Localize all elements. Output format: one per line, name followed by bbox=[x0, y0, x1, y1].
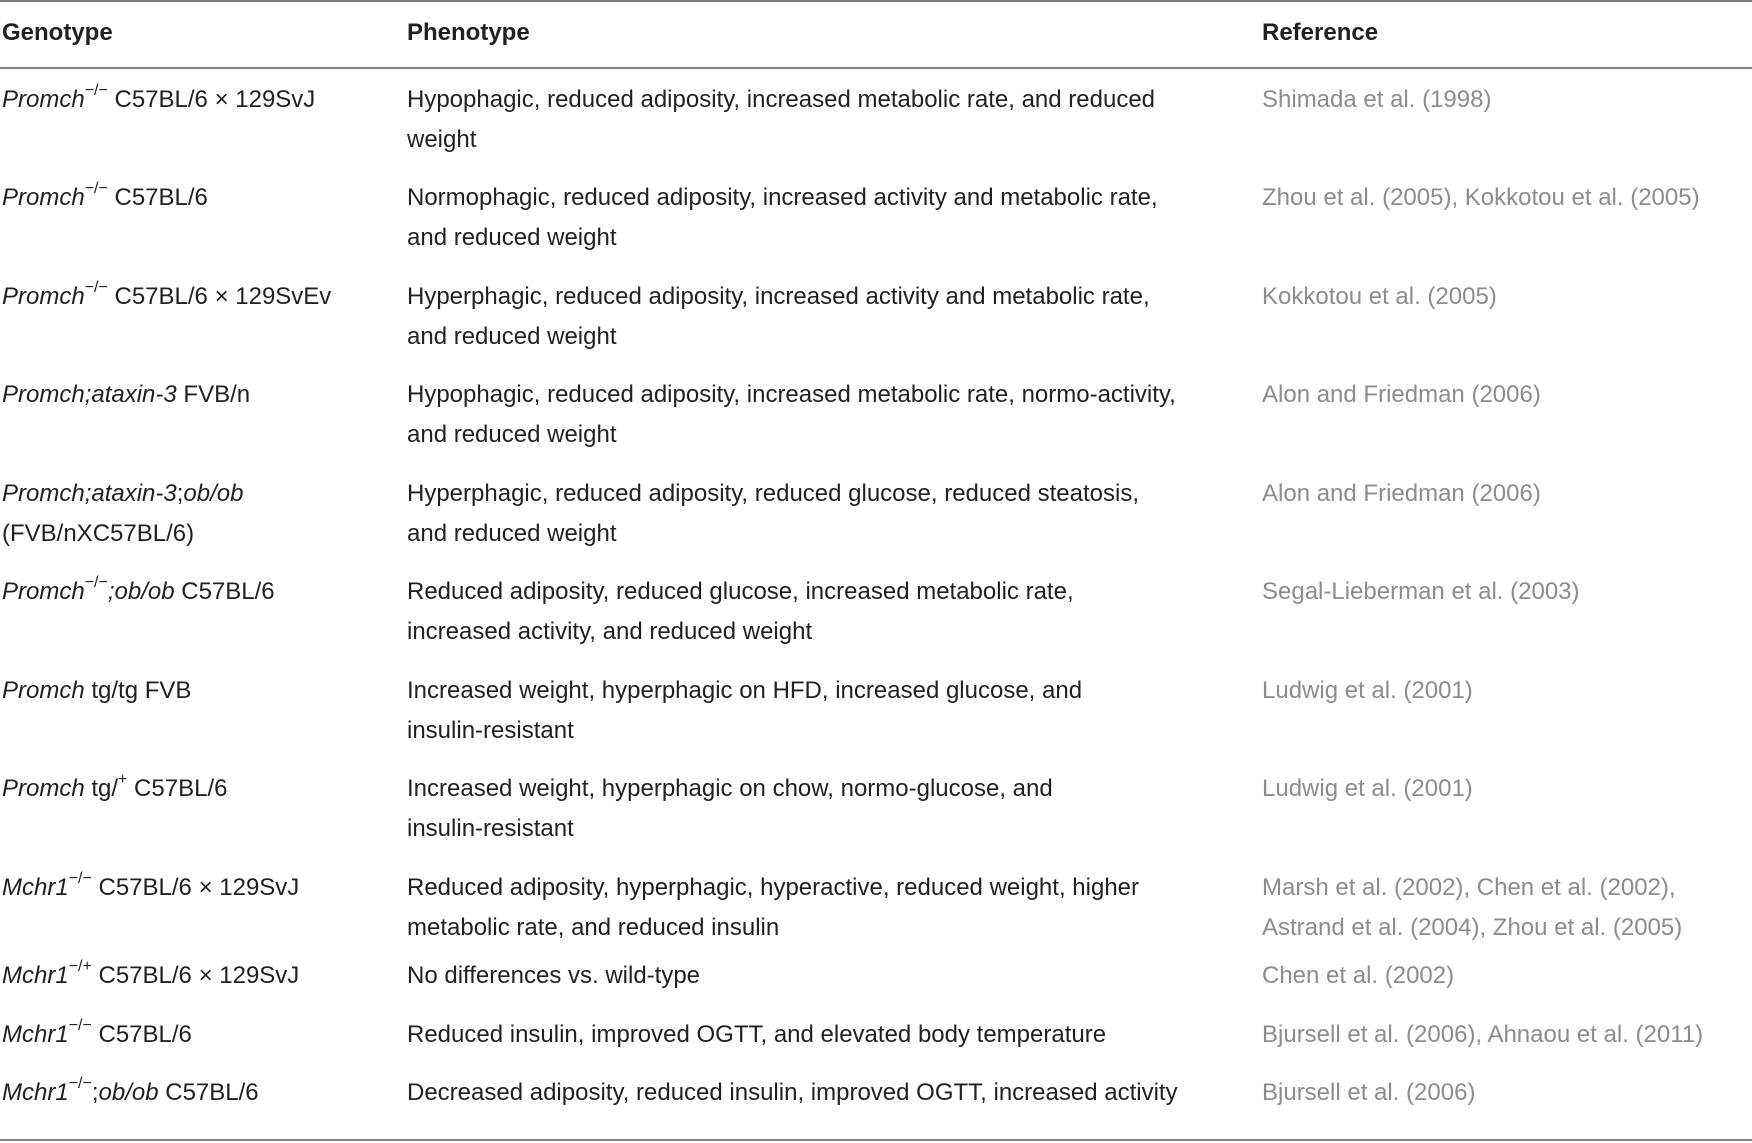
phenotype-cell bbox=[407, 277, 1150, 357]
genotype-cell bbox=[2, 80, 315, 120]
genotype-italic: Mchr1 bbox=[2, 874, 69, 901]
genotype-superscript: −/− bbox=[84, 180, 108, 197]
genotype-italic: Mchr1 bbox=[2, 1079, 69, 1106]
phenotype-line: metabolic rate, and reduced insulin bbox=[407, 914, 780, 941]
phenotype-line: Decreased adiposity, reduced insulin, improved OGTT, increased activity bbox=[407, 1079, 1178, 1106]
genotype-cell bbox=[2, 956, 299, 996]
genotype-text: C57BL/6 × 129SvJ bbox=[91, 874, 300, 901]
genotype-line bbox=[2, 956, 299, 996]
genotype-text: FVB/n bbox=[176, 381, 251, 408]
phenotype-cell bbox=[407, 474, 1139, 554]
phenotype-cell bbox=[407, 375, 1176, 455]
phenotype-line: Reduced adiposity, reduced glucose, increased metabolic rate, bbox=[407, 578, 1074, 605]
genotype-cell bbox=[2, 671, 191, 711]
reference-line: Shimada et al. (1998) bbox=[1262, 86, 1492, 113]
phenotype-line: and reduced weight bbox=[407, 323, 617, 350]
genotype-italic: Mchr1 bbox=[2, 1021, 69, 1048]
genotype-italic: Promch bbox=[2, 86, 85, 113]
genotype-italic: ;ob/ob bbox=[107, 578, 175, 605]
reference-line: Bjursell et al. (2006) bbox=[1262, 1079, 1476, 1106]
phenotype-line: Reduced insulin, improved OGTT, and elevated body temperature bbox=[407, 1021, 1107, 1048]
genotype-text: (FVB/nXC57BL/6) bbox=[2, 520, 195, 547]
phenotype-cell bbox=[407, 80, 1155, 160]
genotype-text: C57BL/6 × 129SvJ bbox=[91, 962, 300, 989]
genotype-text: ; bbox=[91, 1079, 99, 1106]
genotype-cell bbox=[2, 474, 243, 554]
reference-cell bbox=[1262, 80, 1491, 120]
genotype-text: C57BL/6 bbox=[127, 775, 228, 802]
genotype-cell bbox=[2, 178, 208, 218]
genotype-text: C57BL/6 bbox=[158, 1079, 259, 1106]
reference-line: Astrand et al. (2004), Zhou et al. (2005) bbox=[1262, 914, 1683, 941]
header-genotype: Genotype bbox=[2, 19, 113, 46]
genotype-text: C57BL/6 × 129SvJ bbox=[107, 86, 316, 113]
phenotype-line: and reduced weight bbox=[407, 224, 617, 251]
genotype-text: C57BL/6 bbox=[107, 184, 208, 211]
phenotype-line: No differences vs. wild-type bbox=[407, 962, 701, 989]
phenotype-cell bbox=[407, 956, 700, 996]
genotype-italic: Mchr1 bbox=[2, 962, 69, 989]
genotype-line bbox=[2, 375, 250, 415]
genotype-line bbox=[2, 1015, 192, 1055]
genotype-superscript: −/− bbox=[68, 1017, 92, 1034]
phenotype-cell bbox=[407, 178, 1158, 258]
genotype-line bbox=[2, 1073, 259, 1113]
phenotype-line: Reduced adiposity, hyperphagic, hyperactive, reduced weight, higher bbox=[407, 874, 1139, 901]
genotype-superscript: −/− bbox=[84, 279, 108, 296]
header-phenotype: Phenotype bbox=[407, 19, 530, 46]
phenotype-cell bbox=[407, 769, 1053, 849]
phenotype-cell bbox=[407, 671, 1082, 751]
phenotype-line: weight bbox=[407, 126, 477, 153]
genotype-superscript: + bbox=[118, 771, 128, 788]
genotype-line bbox=[2, 671, 191, 711]
genotype-line bbox=[2, 514, 243, 554]
genotype-text: C57BL/6 bbox=[91, 1021, 192, 1048]
phenotype-line: Hyperphagic, reduced adiposity, increased activity and metabolic rate, bbox=[407, 283, 1150, 310]
genotype-cell bbox=[2, 277, 331, 317]
genotype-cell bbox=[2, 1015, 192, 1055]
genotype-cell bbox=[2, 868, 299, 908]
reference-line: Alon and Friedman (2006) bbox=[1262, 480, 1541, 507]
genotype-italic: ob/ob bbox=[183, 480, 244, 507]
phenotype-line: Increased weight, hyperphagic on chow, normo-glucose, and bbox=[407, 775, 1053, 802]
reference-line: Chen et al. (2002) bbox=[1262, 962, 1455, 989]
genotype-line bbox=[2, 769, 227, 809]
phenotype-line: insulin-resistant bbox=[407, 815, 574, 842]
genotype-text: C57BL/6 bbox=[174, 578, 275, 605]
header-rule bbox=[0, 67, 1752, 69]
reference-cell bbox=[1262, 868, 1682, 948]
genotype-cell bbox=[2, 375, 250, 415]
genotype-text: tg/tg FVB bbox=[84, 677, 192, 704]
genotype-text: ; bbox=[176, 480, 184, 507]
genotype-cell bbox=[2, 572, 275, 612]
phenotype-cell bbox=[407, 1015, 1106, 1055]
phenotype-line: Increased weight, hyperphagic on HFD, increased glucose, and bbox=[407, 677, 1083, 704]
genotype-line bbox=[2, 178, 208, 218]
reference-cell bbox=[1262, 375, 1541, 415]
reference-cell bbox=[1262, 1015, 1703, 1055]
reference-cell bbox=[1262, 178, 1700, 218]
reference-cell bbox=[1262, 769, 1473, 809]
genotype-superscript: −/− bbox=[68, 870, 92, 887]
phenotype-line: increased activity, and reduced weight bbox=[407, 618, 813, 645]
genotype-line bbox=[2, 474, 243, 514]
header-reference: Reference bbox=[1262, 19, 1379, 46]
reference-cell bbox=[1262, 671, 1473, 711]
genotype-italic: ob/ob bbox=[98, 1079, 159, 1106]
genotype-superscript: −/− bbox=[84, 574, 108, 591]
table-bottom-rule bbox=[0, 1139, 1752, 1141]
reference-line: Bjursell et al. (2006), Ahnaou et al. (2011) bbox=[1262, 1021, 1704, 1048]
genotype-line bbox=[2, 572, 275, 612]
reference-line: Ludwig et al. (2001) bbox=[1262, 775, 1473, 802]
reference-line: Marsh et al. (2002), Chen et al. (2002), bbox=[1262, 874, 1676, 901]
genotype-line bbox=[2, 80, 315, 120]
reference-line: Kokkotou et al. (2005) bbox=[1262, 283, 1497, 310]
phenotype-line: insulin-resistant bbox=[407, 717, 574, 744]
reference-line: Segal-Lieberman et al. (2003) bbox=[1262, 578, 1580, 605]
reference-line: Alon and Friedman (2006) bbox=[1262, 381, 1541, 408]
reference-cell bbox=[1262, 956, 1454, 996]
reference-cell bbox=[1262, 474, 1541, 514]
genotype-superscript: −/− bbox=[68, 1075, 92, 1092]
genotype-cell bbox=[2, 769, 227, 809]
phenotype-cell bbox=[407, 572, 1074, 652]
genotype-cell bbox=[2, 1073, 259, 1113]
genotype-superscript: −/− bbox=[84, 82, 108, 99]
phenotype-line: Normophagic, reduced adiposity, increased activity and metabolic rate, bbox=[407, 184, 1158, 211]
phenotype-cell bbox=[407, 1073, 1178, 1113]
genotype-italic: Promch bbox=[2, 677, 85, 704]
phenotype-cell bbox=[407, 868, 1139, 948]
reference-line: Zhou et al. (2005), Kokkotou et al. (2005) bbox=[1262, 184, 1700, 211]
phenotype-line: Hypophagic, reduced adiposity, increased metabolic rate, normo-activity, bbox=[407, 381, 1176, 408]
table-top-rule bbox=[0, 0, 1752, 2]
genotype-text: C57BL/6 × 129SvEv bbox=[107, 283, 332, 310]
genotype-superscript: −/+ bbox=[68, 958, 92, 975]
genotype-italic: Promch;ataxin-3 bbox=[2, 480, 177, 507]
genotype-line bbox=[2, 868, 299, 908]
phenotype-line: and reduced weight bbox=[407, 520, 617, 547]
phenotype-line: Hyperphagic, reduced adiposity, reduced glucose, reduced steatosis, bbox=[407, 480, 1139, 507]
genotype-italic: Promch bbox=[2, 775, 85, 802]
reference-cell bbox=[1262, 277, 1497, 317]
reference-cell bbox=[1262, 572, 1580, 612]
reference-line: Ludwig et al. (2001) bbox=[1262, 677, 1473, 704]
genotype-italic: Promch bbox=[2, 184, 85, 211]
phenotype-line: and reduced weight bbox=[407, 421, 617, 448]
phenotype-line: Hypophagic, reduced adiposity, increased metabolic rate, and reduced bbox=[407, 86, 1156, 113]
genotype-italic: Promch bbox=[2, 578, 85, 605]
reference-cell bbox=[1262, 1073, 1475, 1113]
genotype-line bbox=[2, 277, 331, 317]
genotype-text: tg/ bbox=[84, 775, 119, 802]
genotype-italic: Promch bbox=[2, 283, 85, 310]
genotype-italic: Promch;ataxin-3 bbox=[2, 381, 177, 408]
